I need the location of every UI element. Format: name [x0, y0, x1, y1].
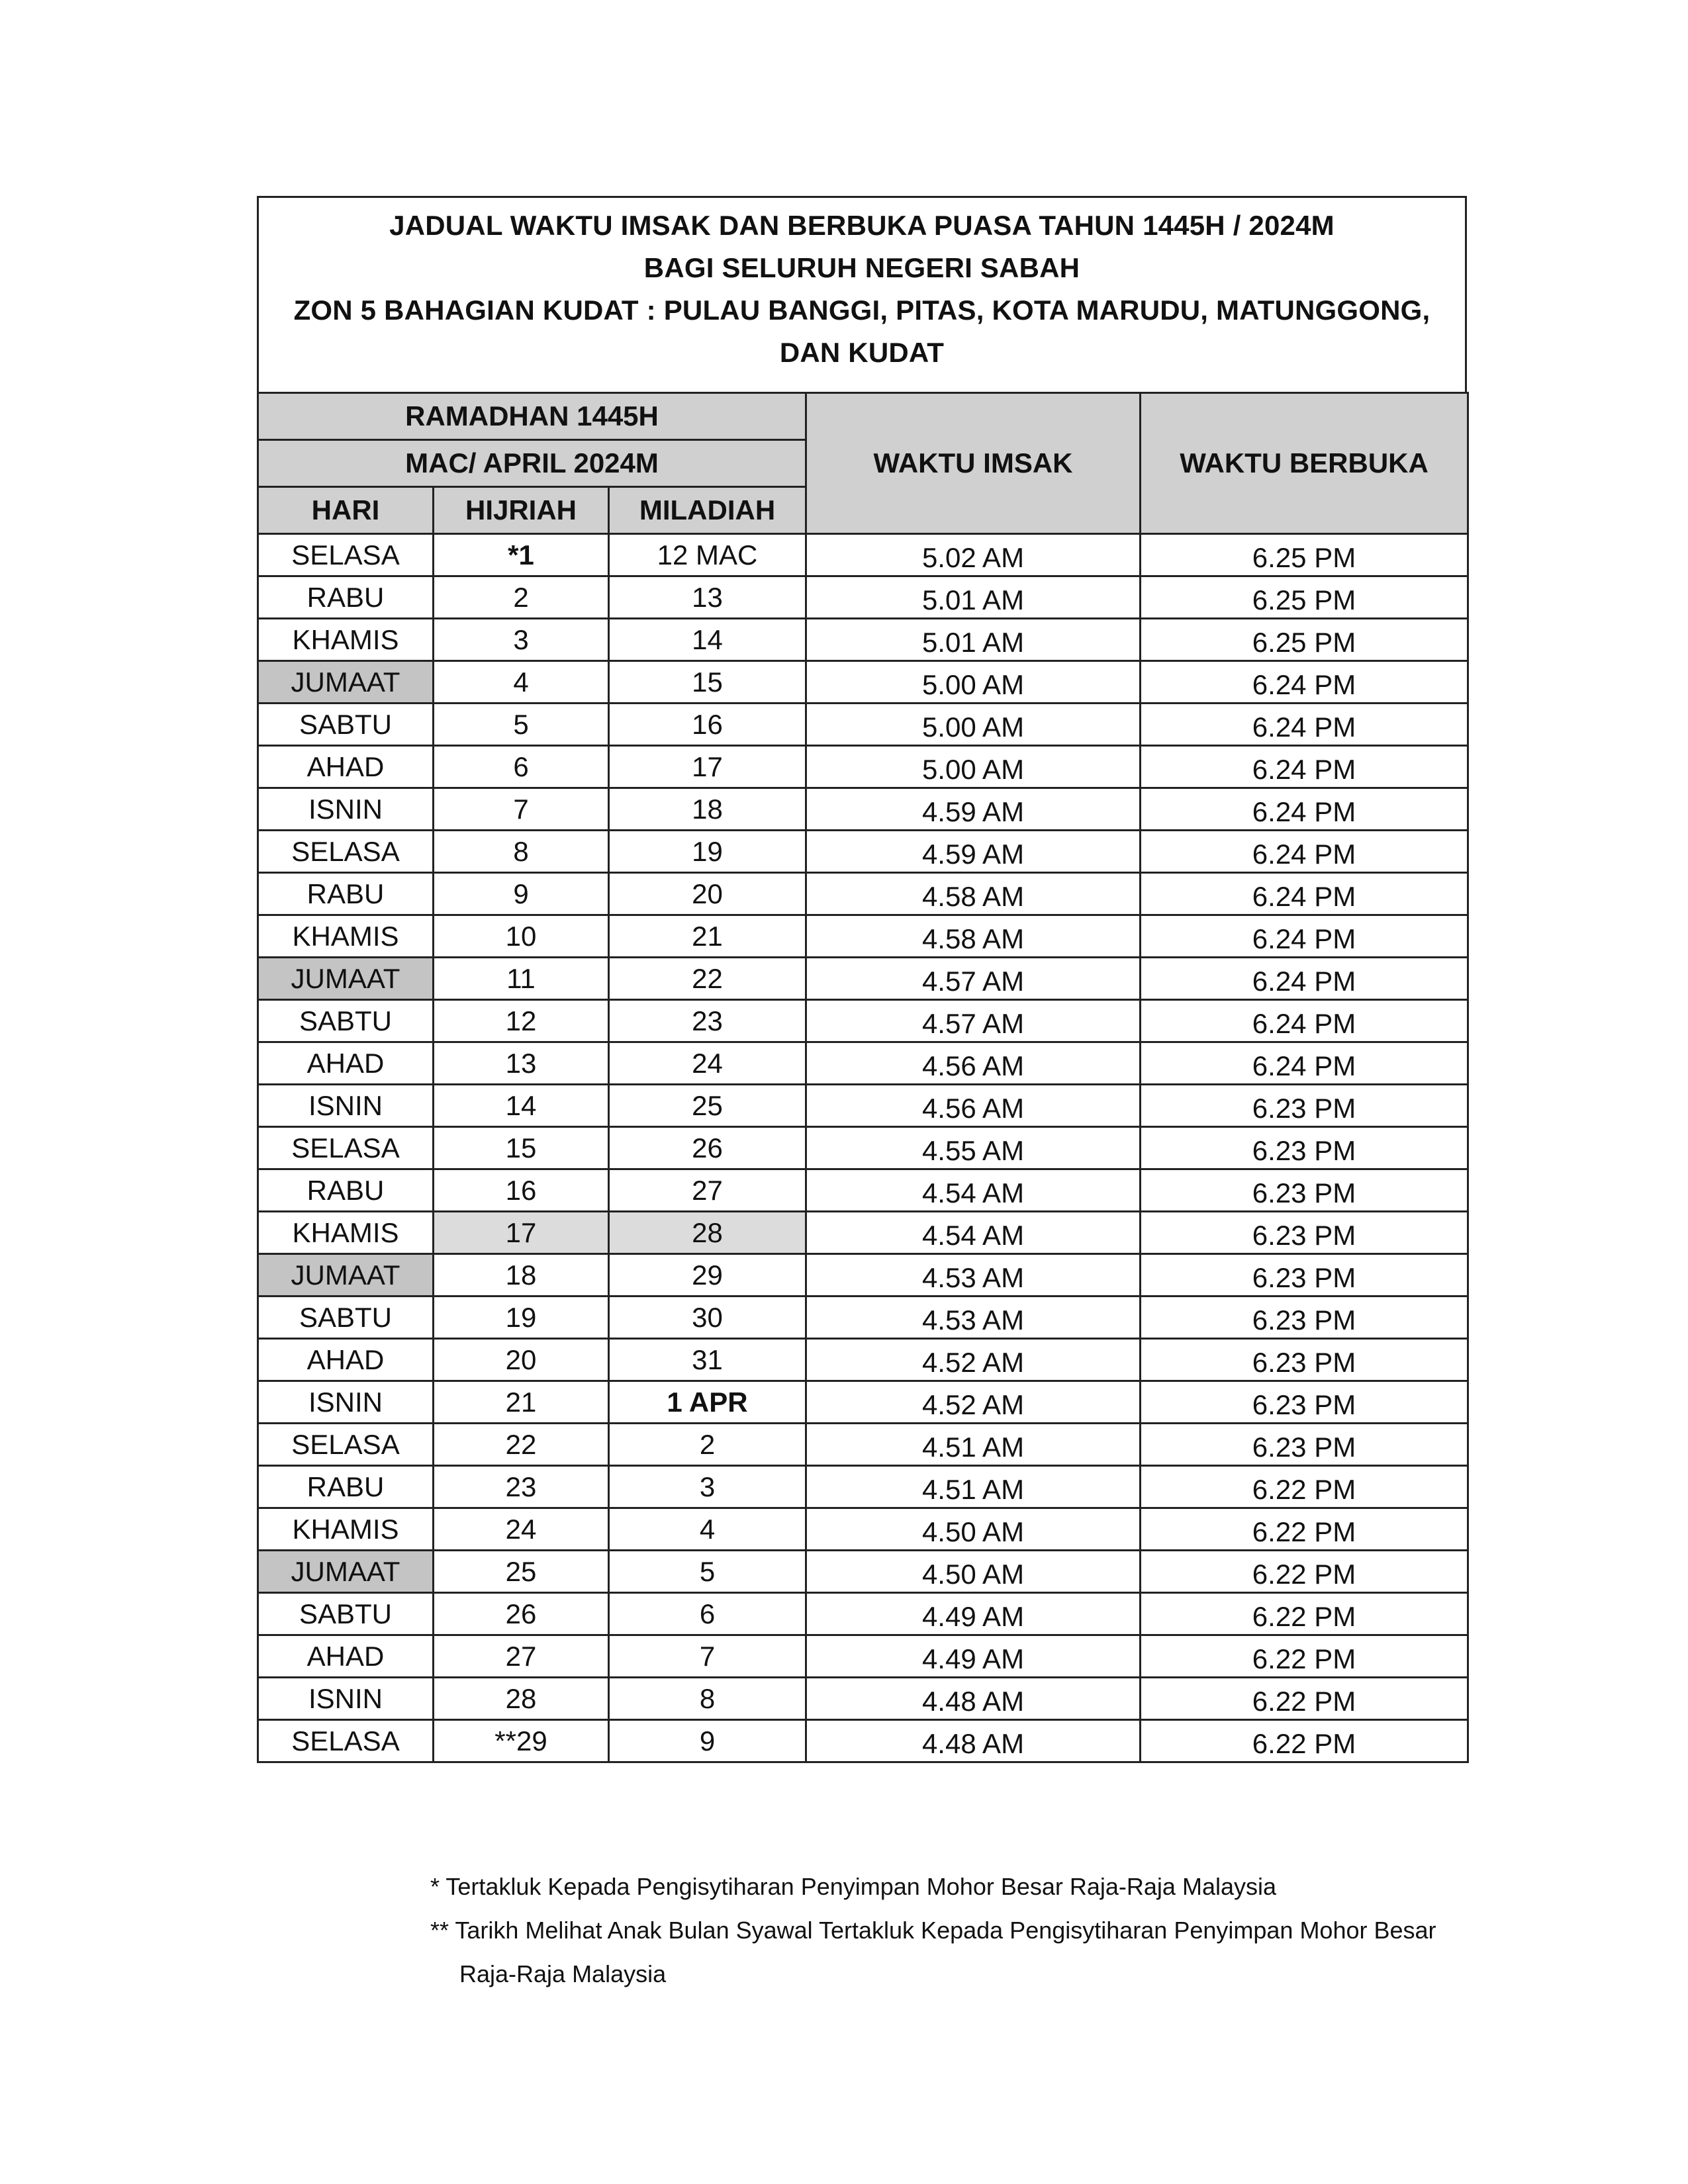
table-row — [258, 1212, 1468, 1254]
cell-hijriah: 21 — [434, 1381, 609, 1424]
cell-waktu-imsak: 5.02 AM — [806, 534, 1141, 576]
cell-miladiah: 8 — [609, 1678, 806, 1720]
cell-miladiah: 2 — [609, 1424, 806, 1466]
header-waktu-imsak: WAKTU IMSAK — [806, 393, 1141, 534]
cell-waktu-imsak: 4.58 AM — [806, 873, 1141, 915]
cell-waktu-berbuka: 6.24 PM — [1141, 831, 1468, 873]
cell-waktu-imsak: 4.54 AM — [806, 1212, 1141, 1254]
cell-waktu-berbuka: 6.23 PM — [1141, 1169, 1468, 1212]
cell-waktu-berbuka: 6.24 PM — [1141, 661, 1468, 704]
cell-miladiah: 9 — [609, 1720, 806, 1762]
cell-miladiah: 23 — [609, 1000, 806, 1042]
cell-waktu-berbuka: 6.22 PM — [1141, 1551, 1468, 1593]
cell-waktu-imsak: 4.53 AM — [806, 1254, 1141, 1297]
cell-waktu-berbuka: 6.22 PM — [1141, 1466, 1468, 1508]
cell-miladiah: 17 — [609, 746, 806, 788]
table-row — [258, 576, 1468, 619]
table-row — [258, 1424, 1468, 1466]
table-row — [258, 1593, 1468, 1635]
cell-hari: SELASA — [258, 1127, 434, 1169]
cell-miladiah: 31 — [609, 1339, 806, 1381]
cell-hijriah: **29 — [434, 1720, 609, 1762]
table-row — [258, 534, 1468, 576]
cell-waktu-imsak: 5.01 AM — [806, 576, 1141, 619]
cell-waktu-imsak: 4.59 AM — [806, 788, 1141, 831]
footnote-1: * Tertakluk Kepada Pengisytiharan Penyimpan Mohor Besar Raja-Raja Malaysia — [430, 1873, 1276, 1900]
cell-miladiah: 15 — [609, 661, 806, 704]
cell-hijriah: 14 — [434, 1085, 609, 1127]
header-hari: HARI — [258, 487, 434, 534]
cell-waktu-imsak: 4.54 AM — [806, 1169, 1141, 1212]
cell-miladiah: 22 — [609, 958, 806, 1000]
cell-waktu-berbuka: 6.23 PM — [1141, 1085, 1468, 1127]
cell-waktu-berbuka: 6.22 PM — [1141, 1720, 1468, 1762]
cell-waktu-berbuka: 6.22 PM — [1141, 1508, 1468, 1551]
timetable-sheet — [257, 196, 1467, 1763]
cell-waktu-berbuka: 6.25 PM — [1141, 619, 1468, 661]
cell-waktu-berbuka: 6.22 PM — [1141, 1593, 1468, 1635]
table-row — [258, 619, 1468, 661]
cell-miladiah: 19 — [609, 831, 806, 873]
cell-waktu-berbuka: 6.25 PM — [1141, 576, 1468, 619]
table-row — [258, 1339, 1468, 1381]
cell-waktu-imsak: 4.49 AM — [806, 1593, 1141, 1635]
cell-waktu-berbuka: 6.24 PM — [1141, 958, 1468, 1000]
cell-hijriah: *1 — [434, 534, 609, 576]
cell-waktu-imsak: 4.51 AM — [806, 1424, 1141, 1466]
cell-hari: JUMAAT — [258, 1254, 434, 1297]
cell-waktu-imsak: 4.50 AM — [806, 1508, 1141, 1551]
cell-miladiah: 18 — [609, 788, 806, 831]
table-row — [258, 1508, 1468, 1551]
cell-hijriah: 6 — [434, 746, 609, 788]
cell-hari: ISNIN — [258, 1678, 434, 1720]
cell-waktu-berbuka: 6.24 PM — [1141, 1000, 1468, 1042]
header-month: MAC/ APRIL 2024M — [258, 440, 806, 487]
cell-miladiah: 6 — [609, 1593, 806, 1635]
cell-hari: JUMAAT — [258, 661, 434, 704]
cell-waktu-berbuka: 6.22 PM — [1141, 1635, 1468, 1678]
cell-waktu-berbuka: 6.23 PM — [1141, 1381, 1468, 1424]
timetable-body — [258, 534, 1468, 1762]
cell-hijriah: 24 — [434, 1508, 609, 1551]
cell-miladiah: 16 — [609, 704, 806, 746]
cell-hijriah: 17 — [434, 1212, 609, 1254]
cell-miladiah: 14 — [609, 619, 806, 661]
cell-miladiah: 1 APR — [609, 1381, 806, 1424]
footnotes — [430, 1865, 1463, 1996]
cell-miladiah: 24 — [609, 1042, 806, 1085]
cell-waktu-imsak: 4.48 AM — [806, 1678, 1141, 1720]
cell-hijriah: 27 — [434, 1635, 609, 1678]
cell-hari: AHAD — [258, 746, 434, 788]
table-row — [258, 1042, 1468, 1085]
cell-waktu-berbuka: 6.24 PM — [1141, 1042, 1468, 1085]
cell-hijriah: 28 — [434, 1678, 609, 1720]
cell-hari: KHAMIS — [258, 1508, 434, 1551]
cell-hari: KHAMIS — [258, 915, 434, 958]
table-row — [258, 1254, 1468, 1297]
cell-hijriah: 4 — [434, 661, 609, 704]
table-row — [258, 1127, 1468, 1169]
table-row — [258, 1297, 1468, 1339]
cell-hijriah: 13 — [434, 1042, 609, 1085]
cell-waktu-imsak: 4.49 AM — [806, 1635, 1141, 1678]
table-row — [258, 1085, 1468, 1127]
cell-waktu-berbuka: 6.25 PM — [1141, 534, 1468, 576]
cell-hari: ISNIN — [258, 788, 434, 831]
cell-miladiah: 26 — [609, 1127, 806, 1169]
cell-hari: AHAD — [258, 1339, 434, 1381]
cell-miladiah: 12 MAC — [609, 534, 806, 576]
cell-waktu-berbuka: 6.23 PM — [1141, 1424, 1468, 1466]
cell-waktu-imsak: 5.00 AM — [806, 704, 1141, 746]
cell-hijriah: 20 — [434, 1339, 609, 1381]
cell-waktu-imsak: 4.59 AM — [806, 831, 1141, 873]
cell-waktu-berbuka: 6.23 PM — [1141, 1127, 1468, 1169]
cell-waktu-imsak: 4.55 AM — [806, 1127, 1141, 1169]
cell-waktu-imsak: 4.51 AM — [806, 1466, 1141, 1508]
cell-hari: SABTU — [258, 704, 434, 746]
table-row — [258, 958, 1468, 1000]
cell-hijriah: 12 — [434, 1000, 609, 1042]
cell-hari: KHAMIS — [258, 619, 434, 661]
cell-waktu-berbuka: 6.22 PM — [1141, 1678, 1468, 1720]
cell-hari: RABU — [258, 873, 434, 915]
table-row — [258, 704, 1468, 746]
cell-waktu-imsak: 5.00 AM — [806, 746, 1141, 788]
header-ramadhan: RAMADHAN 1445H — [258, 393, 806, 440]
cell-waktu-imsak: 4.48 AM — [806, 1720, 1141, 1762]
cell-hari: SELASA — [258, 1424, 434, 1466]
footnote-2-continued: Raja-Raja Malaysia — [459, 1960, 667, 1987]
cell-hari: KHAMIS — [258, 1212, 434, 1254]
cell-miladiah: 21 — [609, 915, 806, 958]
cell-waktu-imsak: 4.53 AM — [806, 1297, 1141, 1339]
cell-hari: JUMAAT — [258, 1551, 434, 1593]
table-row — [258, 1678, 1468, 1720]
cell-waktu-imsak: 4.52 AM — [806, 1381, 1141, 1424]
table-row — [258, 746, 1468, 788]
title-line-1: JADUAL WAKTU IMSAK DAN BERBUKA PUASA TAHUN 1445H / 2024M — [389, 210, 1335, 241]
cell-hijriah: 22 — [434, 1424, 609, 1466]
cell-hijriah: 7 — [434, 788, 609, 831]
cell-waktu-berbuka: 6.24 PM — [1141, 873, 1468, 915]
cell-hijriah: 25 — [434, 1551, 609, 1593]
cell-hari: AHAD — [258, 1042, 434, 1085]
cell-hari: RABU — [258, 576, 434, 619]
cell-miladiah: 13 — [609, 576, 806, 619]
header-miladiah: MILADIAH — [609, 487, 806, 534]
cell-waktu-berbuka: 6.24 PM — [1141, 704, 1468, 746]
table-row — [258, 1466, 1468, 1508]
cell-miladiah: 7 — [609, 1635, 806, 1678]
cell-miladiah: 30 — [609, 1297, 806, 1339]
cell-hijriah: 8 — [434, 831, 609, 873]
cell-hijriah: 23 — [434, 1466, 609, 1508]
cell-hijriah: 26 — [434, 1593, 609, 1635]
cell-waktu-imsak: 4.57 AM — [806, 1000, 1141, 1042]
title-line-3: ZON 5 BAHAGIAN KUDAT : PULAU BANGGI, PITAS, KOTA MARUDU, MATUNGGONG, — [293, 295, 1430, 326]
cell-hari: ISNIN — [258, 1381, 434, 1424]
cell-waktu-berbuka: 6.24 PM — [1141, 746, 1468, 788]
cell-hijriah: 9 — [434, 873, 609, 915]
cell-waktu-imsak: 4.57 AM — [806, 958, 1141, 1000]
cell-hari: SABTU — [258, 1297, 434, 1339]
table-row — [258, 1635, 1468, 1678]
cell-hijriah: 3 — [434, 619, 609, 661]
table-row — [258, 661, 1468, 704]
cell-waktu-imsak: 4.52 AM — [806, 1339, 1141, 1381]
cell-waktu-imsak: 4.56 AM — [806, 1042, 1141, 1085]
cell-miladiah: 25 — [609, 1085, 806, 1127]
table-row — [258, 873, 1468, 915]
table-row — [258, 1720, 1468, 1762]
cell-waktu-imsak: 4.56 AM — [806, 1085, 1141, 1127]
cell-miladiah: 4 — [609, 1508, 806, 1551]
cell-hari: AHAD — [258, 1635, 434, 1678]
cell-hari: RABU — [258, 1466, 434, 1508]
cell-waktu-berbuka: 6.23 PM — [1141, 1254, 1468, 1297]
cell-hari: SELASA — [258, 534, 434, 576]
cell-waktu-berbuka: 6.23 PM — [1141, 1212, 1468, 1254]
cell-waktu-imsak: 4.58 AM — [806, 915, 1141, 958]
cell-waktu-berbuka: 6.23 PM — [1141, 1339, 1468, 1381]
title-box — [257, 196, 1467, 392]
cell-hari: SABTU — [258, 1593, 434, 1635]
cell-miladiah: 27 — [609, 1169, 806, 1212]
cell-hijriah: 5 — [434, 704, 609, 746]
cell-waktu-imsak: 5.00 AM — [806, 661, 1141, 704]
cell-miladiah: 29 — [609, 1254, 806, 1297]
cell-hari: JUMAAT — [258, 958, 434, 1000]
cell-hijriah: 11 — [434, 958, 609, 1000]
table-row — [258, 1551, 1468, 1593]
cell-hijriah: 10 — [434, 915, 609, 958]
cell-hijriah: 2 — [434, 576, 609, 619]
timetable — [257, 392, 1469, 1763]
header-hijriah: HIJRIAH — [434, 487, 609, 534]
footnote-2: ** Tarikh Melihat Anak Bulan Syawal Tertakluk Kepada Pengisytiharan Penyimpan Mohor Besar — [430, 1917, 1436, 1944]
cell-waktu-berbuka: 6.23 PM — [1141, 1297, 1468, 1339]
cell-hijriah: 16 — [434, 1169, 609, 1212]
title-line-2: BAGI SELURUH NEGERI SABAH — [643, 252, 1080, 283]
cell-hijriah: 19 — [434, 1297, 609, 1339]
cell-hijriah: 18 — [434, 1254, 609, 1297]
table-row — [258, 788, 1468, 831]
cell-miladiah: 28 — [609, 1212, 806, 1254]
cell-hijriah: 15 — [434, 1127, 609, 1169]
table-row — [258, 831, 1468, 873]
cell-waktu-berbuka: 6.24 PM — [1141, 915, 1468, 958]
cell-waktu-berbuka: 6.24 PM — [1141, 788, 1468, 831]
table-row — [258, 915, 1468, 958]
cell-miladiah: 20 — [609, 873, 806, 915]
cell-hari: SELASA — [258, 831, 434, 873]
table-row — [258, 1000, 1468, 1042]
cell-hari: ISNIN — [258, 1085, 434, 1127]
cell-hari: RABU — [258, 1169, 434, 1212]
title-line-4: DAN KUDAT — [779, 337, 945, 368]
cell-waktu-imsak: 5.01 AM — [806, 619, 1141, 661]
table-row — [258, 1381, 1468, 1424]
header-waktu-berbuka: WAKTU BERBUKA — [1141, 393, 1468, 534]
cell-miladiah: 3 — [609, 1466, 806, 1508]
cell-hari: SABTU — [258, 1000, 434, 1042]
cell-waktu-imsak: 4.50 AM — [806, 1551, 1141, 1593]
table-row — [258, 1169, 1468, 1212]
cell-miladiah: 5 — [609, 1551, 806, 1593]
cell-hari: SELASA — [258, 1720, 434, 1762]
